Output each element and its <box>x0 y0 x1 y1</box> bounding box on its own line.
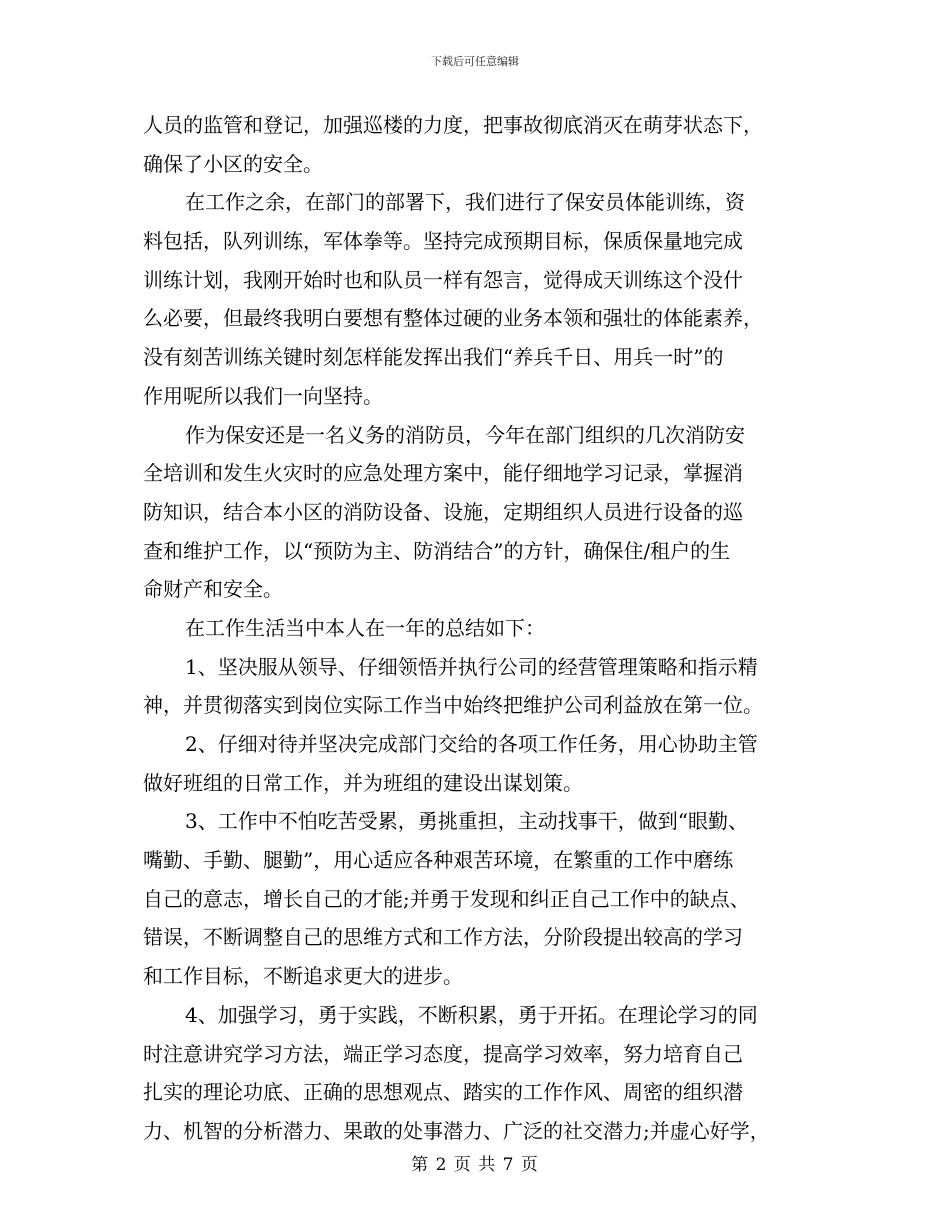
text-line: 在工作之余，在部门的部署下，我们进行了保安员体能训练，资 <box>185 190 745 215</box>
page-header: 下载后可任意编辑 <box>431 55 519 68</box>
text-line: 扎实的理论功底、正确的思想观点、踏实的工作作风、周密的组织潜 <box>143 1080 743 1105</box>
text-line: 力、机智的分析潜力、果敢的处事潜力、广泛的社交潜力;并虚心好学， <box>143 1118 770 1143</box>
text-line: 神，并贯彻落实到岗位实际工作当中始终把维护公司利益放在第一位。 <box>143 693 763 718</box>
text-line: 查和维护工作，以“预防为主、防消结合”的方针，确保住/租户的生 <box>143 538 731 563</box>
text-line: 确保了小区的安全。 <box>143 151 323 176</box>
text-line: 4、加强学习，勇于实践，不断积累，勇于开拓。在理论学习的同 <box>185 1002 758 1027</box>
text-line: 作用呢所以我们一向坚持。 <box>143 383 383 408</box>
text-line: 错误，不断调整自己的思维方式和工作方法，分阶段提出较高的学习 <box>143 925 743 950</box>
text-line: 么必要，但最终我明白要想有整体过硬的业务本领和强壮的体能素养， <box>143 306 763 331</box>
text-line: 和工作目标，不断追求更大的进步。 <box>143 964 463 989</box>
text-line: 在工作生活当中本人在一年的总结如下： <box>185 615 545 640</box>
text-line: 料包括，队列训练，军体拳等。坚持完成预期目标，保质保量地完成 <box>143 229 743 254</box>
text-line: 嘴勤、手勤、腿勤”，用心适应各种艰苦环境，在繁重的工作中磨练 <box>143 848 734 873</box>
text-line: 1、坚决服从领导、仔细领悟并执行公司的经营管理策略和指示精 <box>185 654 758 679</box>
text-line: 3、工作中不怕吃苦受累，勇挑重担，主动找事干，做到“眼勤、 <box>185 809 748 834</box>
text-line: 防知识，结合本小区的消防设备、设施，定期组织人员进行设备的巡 <box>143 499 743 524</box>
text-line: 人员的监管和登记，加强巡楼的力度，把事故彻底消灭在萌芽状态下， <box>143 113 763 137</box>
text-line: 作为保安还是一名义务的消防员，今年在部门组织的几次消防安 <box>185 422 745 447</box>
text-line: 时注意讲究学习方法，端正学习态度，提高学习效率，努力培育自己 <box>143 1041 743 1066</box>
text-line: 全培训和发生火灾时的应急处理方案中，能仔细地学习记录，掌握消 <box>143 461 743 486</box>
text-line: 做好班组的日常工作，并为班组的建设出谋划策。 <box>143 770 583 795</box>
text-line: 训练计划，我刚开始时也和队员一样有怨言，觉得成天训练这个没什 <box>143 267 743 292</box>
document-body <box>143 106 813 1151</box>
text-line: 自己的意志，增长自己的才能;并勇于发现和纠正自己工作中的缺点、 <box>143 886 750 911</box>
page-footer: 第 2 页 共 7 页 <box>411 1155 539 1175</box>
text-line: 没有刻苦训练关键时刻怎样能发挥出我们“养兵千日、用兵一时”的 <box>143 345 724 370</box>
text-line: 2、仔细对待并坚决完成部门交给的各项工作任务，用心协助主管 <box>185 732 758 756</box>
text-line: 命财产和安全。 <box>143 577 283 602</box>
